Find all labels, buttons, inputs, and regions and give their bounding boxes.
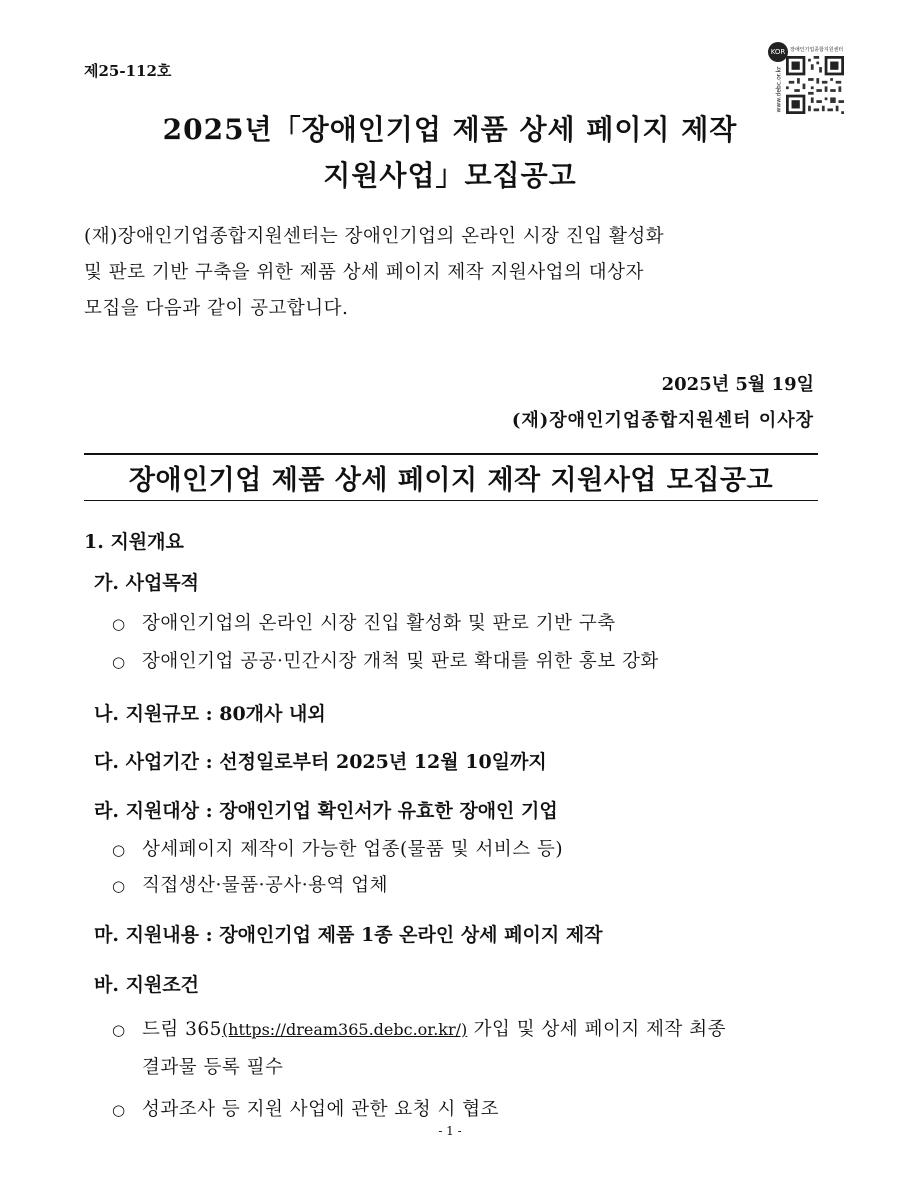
- condition-item-prefix: 드림 365: [142, 1019, 222, 1040]
- purpose-item-text: 장애인기업의 온라인 시장 진입 활성화 및 판로 기반 구축: [142, 613, 616, 634]
- intro-line3: 모집을 다음과 같이 공고합니다.: [84, 298, 349, 319]
- bullet-marker: ○: [112, 653, 126, 671]
- intro-line1: (재)장애인기업종합지원센터는 장애인기업의 온라인 시장 진입 활성화: [84, 226, 665, 247]
- target-item: [112, 871, 388, 897]
- condition-item: [112, 1095, 499, 1121]
- condition-item-continuation: 결과물 등록 필수: [142, 1057, 284, 1078]
- subheading-conditions: 바. 지원조건: [94, 974, 199, 996]
- qr-url-label: www.debc.or.kr: [775, 66, 783, 113]
- dream365-link[interactable]: (https://dream365.debc.or.kr/): [221, 1020, 468, 1039]
- target-item-text: 상세페이지 제작이 가능한 업종(물품 및 서비스 등): [142, 839, 564, 860]
- qr-block[interactable]: [764, 42, 844, 116]
- page-title-line1: 2025년「장애인기업 제품 상세 페이지 제작: [162, 113, 738, 146]
- target-item-text: 직접생산·물품·공사·용역 업체: [142, 875, 388, 896]
- condition-item-text: 성과조사 등 지원 사업에 관한 요청 시 협조: [142, 1099, 499, 1120]
- page-title-line2: 지원사업」모집공고: [323, 159, 577, 192]
- bullet-marker: ○: [112, 1021, 126, 1039]
- condition-item-suffix: 가입 및 상세 페이지 제작 최종: [467, 1019, 726, 1040]
- document-number: 제25-112호: [84, 62, 172, 80]
- target-item: [112, 835, 563, 861]
- intro-line2: 및 판로 기반 구축을 위한 제품 상세 페이지 제작 지원사업의 대상자: [84, 262, 644, 283]
- purpose-item: [112, 609, 616, 635]
- section-heading-overview: 1. 지원개요: [84, 531, 184, 553]
- announcement-date: 2025년 5월 19일: [661, 374, 814, 395]
- subheading-period: 다. 사업기간 : 선정일로부터 2025년 12월 10일까지: [94, 751, 547, 773]
- subheading-purpose: 가. 사업목적: [94, 572, 199, 594]
- qr-org-label: 장애인기업종합지원센터: [790, 47, 844, 53]
- banner-bottom-rule: [84, 500, 818, 501]
- condition-item: [112, 1015, 726, 1041]
- bullet-marker: ○: [112, 1101, 126, 1119]
- bullet-marker: ○: [112, 877, 126, 895]
- subheading-content: 마. 지원내용 : 장애인기업 제품 1종 온라인 상세 페이지 제작: [94, 924, 603, 946]
- bullet-marker: ○: [112, 615, 126, 633]
- subheading-target: 라. 지원대상 : 장애인기업 확인서가 유효한 장애인 기업: [94, 800, 558, 822]
- subheading-scale: 나. 지원규모 : 80개사 내외: [94, 703, 326, 725]
- issuer-name: (재)장애인기업종합지원센터 이사장: [511, 410, 814, 431]
- qr-code-icon[interactable]: [786, 56, 844, 114]
- banner-top-rule: [84, 453, 818, 455]
- purpose-item-text: 장애인기업 공공·민간시장 개척 및 판로 확대를 위한 홍보 강화: [142, 651, 659, 672]
- kor-logo-icon: KOR: [768, 42, 788, 62]
- page-number: - 1 -: [438, 1124, 462, 1138]
- bullet-marker: ○: [112, 841, 126, 859]
- section-banner: 장애인기업 제품 상세 페이지 제작 지원사업 모집공고: [128, 465, 774, 496]
- purpose-item: [112, 647, 659, 673]
